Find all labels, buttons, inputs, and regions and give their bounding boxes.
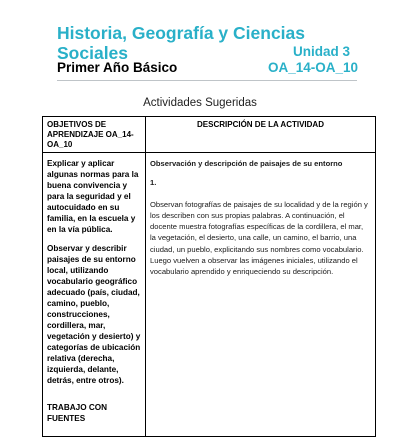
activity-text: Observan fotografías de paisajes de su localidad y de la región y los describen con sus propias palabras. A continuación, el docente muestra fotografías específicas de la cordillera, el mar, la vegetación, el desierto, una calle, un camino, el barrio, una ciudad, un pueblo, explicitando sus nombres como vocabulario. Luego vuelven a observar las imágenes iniciales, utilizando el vocabulario aprendido y enriqueciendo su descripción. — [150, 200, 368, 276]
oa-code-label: OA_14-OA_10 — [268, 60, 359, 75]
unit-label: Unidad 3 — [293, 44, 351, 59]
grade-label: Primer Año Básico — [57, 60, 178, 75]
objective-item: Explicar y aplicar algunas normas para la buena convivencia y para la seguridad y el autocuidado en su familia, en la escuela y en la vía pública. — [47, 159, 139, 234]
section-title: Actividades Sugeridas — [143, 97, 257, 109]
column-header-objectives: OBJETIVOS DE APRENDIZAJE OA_14-OA_10 — [43, 117, 146, 153]
activity-number: 1. — [150, 178, 157, 188]
column-header-description: DESCRIPCIÓN DE LA ACTIVIDAD — [146, 117, 376, 153]
table-row — [43, 153, 376, 437]
objectives-cell — [43, 153, 146, 437]
description-cell — [146, 153, 376, 437]
header-divider — [57, 80, 357, 81]
activity-title: Observación y descripción de paisajes de su entorno — [150, 159, 343, 168]
objective-item: TRABAJO CON FUENTES — [47, 403, 108, 423]
activities-table — [42, 116, 376, 437]
objective-item: Observar y describir paisajes de su entorno local, utilizando vocabulario geográfico adecuado (país, ciudad, camino, pueblo, construcciones, cordillera, mar, vegetación y desierto) y categorías de ubicación relativa (derecha, izquierda, delante, detrás, entre otros). — [47, 244, 141, 385]
table-header-row — [43, 117, 376, 153]
subject-title: Historia, Geografía y Ciencias Sociales — [57, 23, 306, 63]
